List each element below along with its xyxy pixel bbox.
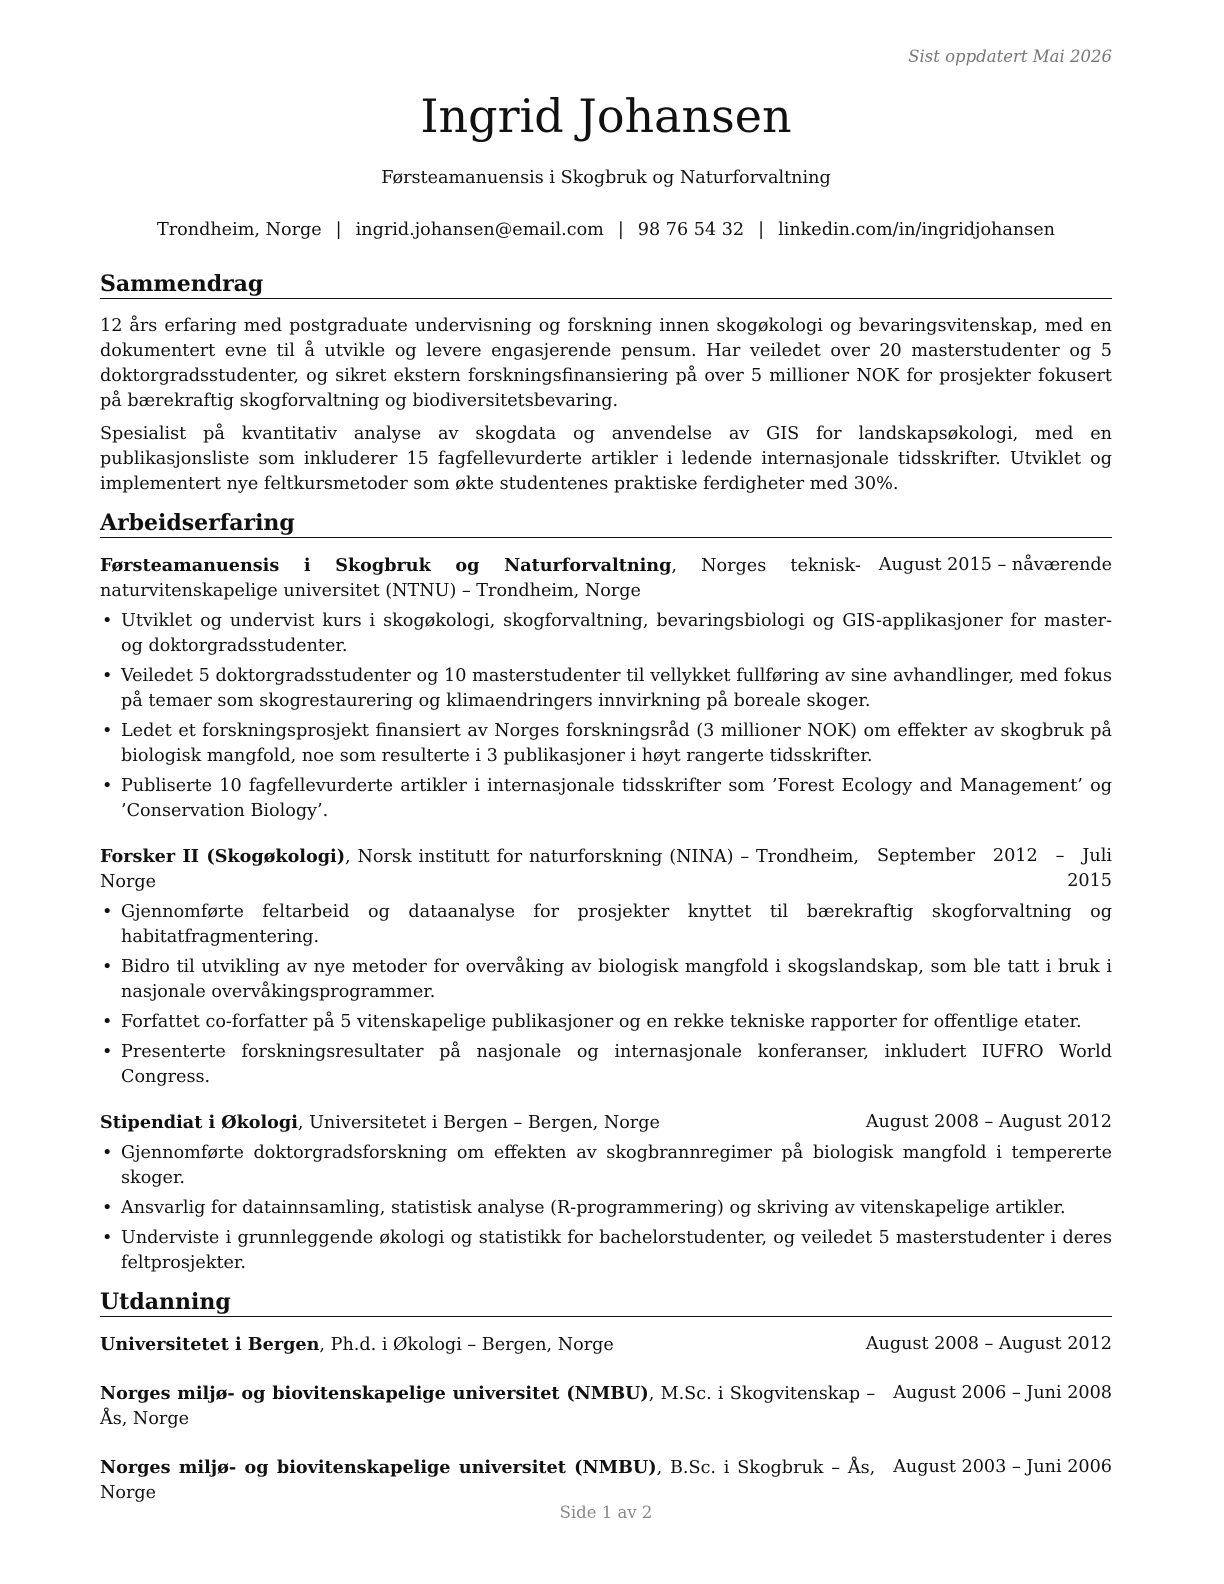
education-school-detail xyxy=(100,1455,893,1506)
job-org: , Universitetet i Bergen – Bergen, Norge xyxy=(297,1113,660,1133)
job-header xyxy=(100,844,1112,895)
contact-separator: | xyxy=(617,220,624,240)
experience-section xyxy=(100,509,1112,1276)
job-header xyxy=(100,1110,1112,1136)
education-entry xyxy=(100,1381,1112,1432)
job-role: Stipendiat i Økologi xyxy=(100,1112,298,1133)
education-section xyxy=(100,1288,1112,1506)
job-role: Førsteamanuensis i Skogbruk og Naturforvaltning xyxy=(100,555,672,576)
section-title-experience: Arbeidserfaring xyxy=(100,509,1112,538)
summary-paragraph: Spesialist på kvantitativ analyse av skogdata og anvendelse av GIS for landskapsøkologi, med en publikasjonsliste som inkluderer 15 fagfellevurderte artikler i ledende internasjonale tidsskrifter. Utviklet og implementert nye feltkursmetoder som økte studentenes praktiske ferdigheter med 30%. xyxy=(100,424,1112,494)
last-updated: Sist oppdatert Mai 2026 xyxy=(908,47,1112,66)
job-header xyxy=(100,553,1112,604)
contact-separator: | xyxy=(335,220,342,240)
page-number: Side 1 av 2 xyxy=(559,1503,653,1522)
summary-paragraph: 12 års erfaring med postgraduate undervisning og forskning innen skogøkologi og bevaringsvitenskap, med en dokumentert evne til å utvikle og levere engasjerende pensum. Har veiledet over 20 masterstudenter og 5 doktorgradsstudenter, og sikret ekstern forskningsfinansiering på over 5 millioner NOK for prosjekter fokusert på bærekraftig skogforvaltning og biodiversitetsbevaring. xyxy=(100,316,1112,411)
job-role-org xyxy=(100,844,877,895)
education-dates: August 2003 – Juni 2006 xyxy=(893,1457,1112,1477)
contact-email[interactable]: ingrid.johansen@email.com xyxy=(355,220,604,240)
list-item: • Gjennomførte feltarbeid og dataanalyse for prosjekter knyttet til bærekraftig skogforvaltning og habitatfragmentering. xyxy=(100,900,1112,950)
section-title-summary: Sammendrag xyxy=(100,270,1112,299)
education-detail: , Ph.d. i Økologi – Bergen, Norge xyxy=(319,1335,614,1355)
job-entry xyxy=(100,844,1112,1090)
job-dates: August 2015 – nåværende xyxy=(878,555,1112,575)
cv-content xyxy=(100,270,1112,1529)
education-school: Universitetet i Bergen xyxy=(100,1334,320,1355)
job-role-org xyxy=(100,553,879,604)
list-item: • Underviste i grunnleggende økologi og statistikk for bachelorstudenter, og veiledet 5 masterstudenter i deres feltprosjekter. xyxy=(100,1226,1112,1276)
education-entry xyxy=(100,1455,1112,1506)
job-org: , Norges teknisk-naturvitenskapelige universitet (NTNU) – Trondheim, Norge xyxy=(100,556,861,601)
job-entry xyxy=(100,1110,1112,1276)
contact-phone: 98 76 54 32 xyxy=(637,220,745,240)
education-detail: , B.Sc. i Skogbruk – Ås, Norge xyxy=(100,1458,876,1503)
job-title: Førsteamanuensis i Skogbruk og Naturforvaltning xyxy=(381,168,831,188)
contact-linkedin[interactable]: linkedin.com/in/ingridjohansen xyxy=(778,220,1055,240)
education-detail: , M.Sc. i Skogvitenskap – Ås, Norge xyxy=(100,1384,876,1429)
summary-section xyxy=(100,270,1112,497)
list-item: • Publiserte 10 fagfellevurderte artikler i internasjonale tidsskrifter som ’Forest Ecology and Management’ og ’Conservation Biology’. xyxy=(100,774,1112,824)
education-dates: August 2008 – August 2012 xyxy=(865,1334,1112,1354)
job-bullets xyxy=(100,900,1112,1090)
list-item: • Gjennomførte doktorgradsforskning om effekten av skogbrannregimer på biologisk mangfold i tempererte skoger. xyxy=(100,1141,1112,1191)
list-item: • Utviklet og undervist kurs i skogøkologi, skogforvaltning, bevaringsbiologi og GIS-applikasjoner for master- og doktorgradsstudenter. xyxy=(100,609,1112,659)
job-role-org xyxy=(100,1110,866,1136)
list-item: • Veiledet 5 doktorgradsstudenter og 10 masterstudenter til vellykket fullføring av sine avhandlinger, med fokus på temaer som skogrestaurering og klimaendringers innvirkning på boreale skoger. xyxy=(100,664,1112,714)
job-org: , Norsk institutt for naturforskning (NINA) – Trondheim, Norge xyxy=(100,847,860,892)
job-dates: September 2012 – Juli 2015 xyxy=(877,846,1112,891)
cv-page xyxy=(100,0,1112,1584)
section-title-education: Utdanning xyxy=(100,1288,1112,1317)
education-school-detail xyxy=(100,1332,866,1358)
list-item: • Forfattet co-forfatter på 5 vitenskapelige publikasjoner og en rekke tekniske rapporter for offentlige etater. xyxy=(100,1010,1112,1035)
job-bullets xyxy=(100,1141,1112,1276)
page-title: Ingrid Johansen xyxy=(420,89,792,143)
contact-location: Trondheim, Norge xyxy=(157,220,322,240)
education-school: Norges miljø- og biovitenskapelige universitet (NMBU) xyxy=(100,1383,649,1404)
job-entry xyxy=(100,553,1112,824)
list-item: • Presenterte forskningsresultater på nasjonale og internasjonale konferanser, inkludert IUFRO World Congress. xyxy=(100,1040,1112,1090)
list-item: • Ansvarlig for datainnsamling, statistisk analyse (R-programmering) og skriving av vitenskapelige artikler. xyxy=(100,1196,1112,1221)
list-item: • Ledet et forskningsprosjekt finansiert av Norges forskningsråd (3 millioner NOK) om effekter av skogbruk på biologisk mangfold, noe som resulterte i 3 publikasjoner i høyt rangerte tidsskrifter. xyxy=(100,719,1112,769)
contact-line xyxy=(100,218,1112,243)
education-dates: August 2006 – Juni 2008 xyxy=(893,1383,1112,1403)
education-school-detail xyxy=(100,1381,893,1432)
list-item: • Bidro til utvikling av nye metoder for overvåking av biologisk mangfold i skogslandskap, som ble tatt i bruk i nasjonale overvåkingsprogrammer. xyxy=(100,955,1112,1005)
education-school: Norges miljø- og biovitenskapelige universitet (NMBU) xyxy=(100,1457,657,1478)
education-entry xyxy=(100,1332,1112,1358)
job-bullets xyxy=(100,609,1112,824)
job-role: Forsker II (Skogøkologi) xyxy=(100,846,346,867)
contact-separator: | xyxy=(758,220,765,240)
job-dates: August 2008 – August 2012 xyxy=(865,1112,1112,1132)
